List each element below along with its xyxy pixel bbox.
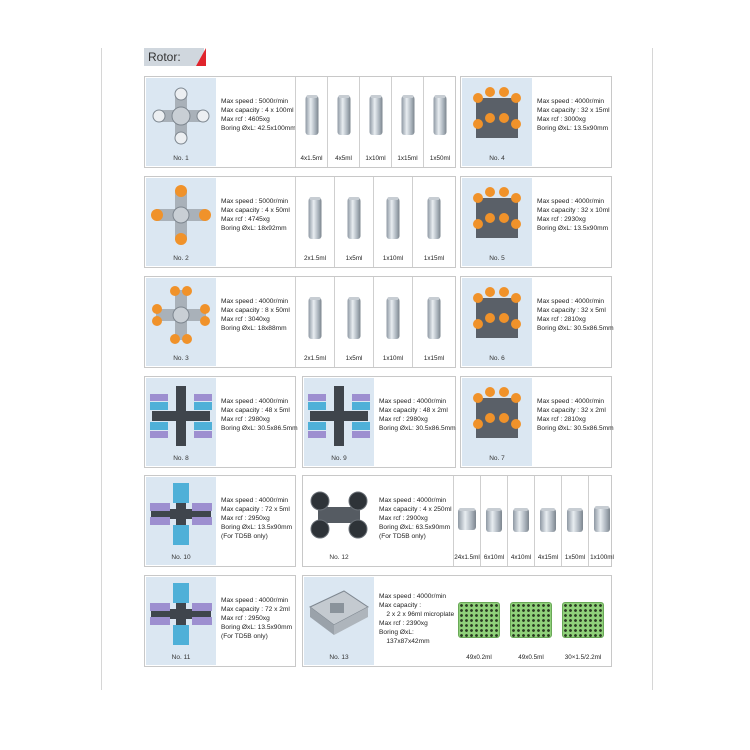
rotor-specs [379, 496, 452, 541]
adapter-cell [423, 77, 456, 167]
adapter-cell [373, 277, 412, 367]
spec-line: Max speed : 4000r/min [379, 497, 447, 504]
rotor-image-no3 [146, 278, 216, 366]
adapter-cell [412, 177, 455, 267]
tube-icon [428, 297, 441, 339]
tube-icon [348, 297, 361, 339]
adapter-list [453, 576, 609, 666]
spec-line: Boring ØxL: 30.5x86.5mm [221, 425, 298, 432]
tube-icon [337, 95, 350, 135]
adapter-cell [412, 277, 455, 367]
adapter-label: 2x1.5ml [303, 355, 327, 362]
tube-icon [348, 197, 361, 239]
spec-line: Boring ØxL: 63.5x90mm [379, 524, 451, 531]
adapter-insert-icon [594, 506, 610, 532]
tube-icon [387, 197, 400, 239]
spec-line: Max rcf : 2390xg [379, 620, 428, 627]
adapter-cell [391, 77, 423, 167]
adapter-label: 1x50ml [564, 554, 586, 561]
rotor-number: No. 4 [489, 155, 505, 162]
rotor-card-no9 [302, 376, 456, 468]
angle-rotor-orange-icon [462, 278, 532, 353]
microplate-rotor-icon [304, 577, 374, 652]
rotor-number: No. 8 [173, 455, 189, 462]
rotor-specs [379, 592, 454, 646]
adapter-cell [295, 177, 334, 267]
rotor-specs [221, 97, 296, 133]
rotor-specs [221, 297, 290, 333]
cross-rack-rotor-icon [146, 477, 216, 552]
rotor-number: No. 6 [489, 355, 505, 362]
spec-line: Max capacity : 32 x 2ml [537, 407, 606, 414]
spec-line: Boring ØxL: 13.5x90mm [221, 624, 293, 631]
spec-line: Max rcf : 3000xg [537, 116, 586, 123]
rotor-specs [537, 397, 614, 433]
rotor-card-no3 [144, 276, 456, 368]
adapter-label: 4x1.5ml [300, 155, 323, 162]
adapter-label: 1x100ml [590, 554, 614, 561]
adapter-insert-icon [540, 508, 556, 532]
adapter-list [295, 277, 455, 367]
angle-rotor-orange-icon [462, 178, 532, 253]
adapter-cell [557, 576, 609, 666]
rotor-number: No. 7 [489, 455, 505, 462]
adapter-cell [505, 576, 557, 666]
tube-icon [309, 297, 322, 339]
adapter-label: 1x50ml [429, 155, 451, 162]
adapter-label: 49x0.2ml [466, 654, 492, 661]
spec-line: Max speed : 5000r/min [221, 98, 289, 105]
spec-line: Boring ØxL: 18x92mm [221, 225, 287, 232]
plate-adapter-icon [510, 602, 552, 638]
adapter-cell [480, 476, 507, 566]
spec-line: 137x87x42mm [379, 638, 430, 645]
spec-line: Max rcf : 3040xg [221, 316, 270, 323]
adapter-cell [334, 277, 373, 367]
adapter-label: 1x5ml [345, 255, 363, 262]
spec-line: Max capacity : 32 x 15ml [537, 107, 610, 114]
rotor-card-no2 [144, 176, 456, 268]
rotor-number: No. 12 [329, 554, 349, 561]
adapter-label: 1x10ml [382, 355, 404, 362]
adapter-cell [334, 177, 373, 267]
spec-line: Max speed : 4000r/min [221, 597, 289, 604]
adapter-insert-icon [513, 508, 529, 532]
spec-line: Max rcf : 2810xg [537, 316, 586, 323]
adapter-label: 1x5ml [345, 355, 363, 362]
rotor-image-no9 [304, 378, 374, 466]
adapter-label: 4x10ml [510, 554, 532, 561]
cross-rack-rotor-icon [146, 577, 216, 652]
angle-rotor-orange-icon [462, 378, 532, 453]
adapter-cell [453, 476, 480, 566]
spec-line: Max rcf : 4605xg [221, 116, 270, 123]
rotor-image-no8 [146, 378, 216, 466]
spec-line: Boring ØxL: 30.5x86.5mm [379, 425, 456, 432]
spec-line: Max capacity : 4 x 250ml [379, 506, 452, 513]
plate-adapter-icon [458, 602, 500, 638]
rotor-number: No. 9 [331, 455, 347, 462]
swing-rotor-4-icon [146, 78, 216, 153]
spec-line: Max rcf : 2950xg [221, 515, 270, 522]
adapter-label: 1x15ml [397, 155, 418, 162]
spec-line: Max capacity : 72 x 2ml [221, 606, 290, 613]
rotor-number: No. 1 [173, 155, 189, 162]
spec-line: Max capacity : 72 x 5ml [221, 506, 290, 513]
spec-line: Max capacity : 32 x 10ml [537, 207, 610, 214]
swing-rotor-orange-icon [146, 178, 216, 253]
spec-line: Max capacity : 4 x 50ml [221, 207, 290, 214]
spec-line: Max rcf : 2810xg [537, 416, 586, 423]
rotor-number: No. 2 [173, 255, 189, 262]
spec-line: Max speed : 4000r/min [221, 298, 289, 305]
spec-line: Boring ØxL: 30.5x86.5mm [537, 325, 614, 332]
adapter-cell [295, 277, 334, 367]
spec-line: Max speed : 4000r/min [537, 398, 605, 405]
spec-line: Max capacity : [379, 602, 422, 609]
rotor-image-no7 [462, 378, 532, 466]
spec-line: Max rcf : 2930xg [537, 216, 586, 223]
spec-line: Max rcf : 2950xg [221, 615, 270, 622]
rotor-image-no13 [304, 577, 374, 665]
spec-line: Max speed : 4000r/min [537, 98, 605, 105]
bucket-rotor-icon [304, 477, 374, 552]
spec-line: Boring ØxL: 13.5x90mm [221, 524, 293, 531]
rotor-image-no10 [146, 477, 216, 565]
left-margin-line [101, 48, 102, 690]
spec-line: Max rcf : 4745xg [221, 216, 270, 223]
adapter-label: 30×1.5/2.2ml [564, 654, 602, 661]
adapter-list [295, 177, 455, 267]
spec-line: Boring ØxL: [379, 629, 414, 636]
adapter-label: 1x10ml [365, 155, 386, 162]
rotor-specs [537, 97, 610, 133]
rotor-image-no6 [462, 278, 532, 366]
spec-line: (For TD5B only) [379, 533, 426, 540]
spec-line: Max speed : 5000r/min [221, 198, 289, 205]
adapter-label: 6x10ml [483, 554, 505, 561]
spec-line: Max rcf : 2980xg [379, 416, 428, 423]
adapter-list [295, 77, 456, 167]
adapter-cell [507, 476, 534, 566]
rotor-specs [221, 197, 290, 233]
adapter-cell [327, 77, 359, 167]
rotor-number: No. 10 [171, 554, 191, 561]
spec-line: Max speed : 4000r/min [537, 298, 605, 305]
adapter-label: 4x5ml [335, 155, 352, 162]
spec-line: Max capacity : 8 x 50ml [221, 307, 290, 314]
rotor-card-no11 [144, 575, 296, 667]
rotor-number: No. 13 [329, 654, 349, 661]
spec-line: Max capacity : 48 x 2ml [379, 407, 448, 414]
adapter-cell [359, 77, 391, 167]
tube-icon [305, 95, 318, 135]
adapter-insert-icon [458, 508, 476, 530]
tube-icon [434, 95, 447, 135]
tube-icon [309, 197, 322, 239]
spec-line: Max capacity : 48 x 5ml [221, 407, 290, 414]
adapter-cell [373, 177, 412, 267]
rotor-number: No. 5 [489, 255, 505, 262]
spec-line: Max rcf : 2900xg [379, 515, 428, 522]
rotor-number: No. 3 [173, 355, 189, 362]
rotor-image-no12 [304, 477, 374, 565]
rotor-specs [537, 197, 610, 233]
rotor-image-no4 [462, 78, 532, 166]
spec-line: Boring ØxL: 42.5x100mm [221, 125, 296, 132]
rotor-image-no11 [146, 577, 216, 665]
adapter-cell [588, 476, 615, 566]
rotor-specs [221, 596, 292, 641]
spec-line: Max speed : 4000r/min [379, 593, 447, 600]
spec-line: (For TD5B only) [221, 633, 268, 640]
rotor-card-no8 [144, 376, 296, 468]
rotor-image-no5 [462, 178, 532, 266]
rotor-card-no6 [460, 276, 612, 368]
rotor-image-no1 [146, 78, 216, 166]
rotor-card-no5 [460, 176, 612, 268]
spec-line: Boring ØxL: 13.5x90mm [537, 125, 609, 132]
right-margin-line [652, 48, 653, 690]
spec-line: Max capacity : 32 x 5ml [537, 307, 606, 314]
rotor-specs [537, 297, 614, 333]
rotor-card-no13 [302, 575, 612, 667]
rotor-image-no2 [146, 178, 216, 266]
rotor-card-no4 [460, 76, 612, 168]
section-title: Rotor: [148, 50, 181, 64]
adapter-label: 2x1.5ml [303, 255, 327, 262]
adapter-label: 1x10ml [382, 255, 404, 262]
adapter-label: 4x15ml [537, 554, 559, 561]
tube-icon [369, 95, 382, 135]
header-red-accent [196, 48, 206, 66]
rotor-specs [221, 496, 292, 541]
spec-line: Max speed : 4000r/min [221, 398, 289, 405]
rotor-card-no1 [144, 76, 456, 168]
rotor-specs [221, 397, 298, 433]
adapter-cell [295, 77, 327, 167]
adapter-insert-icon [567, 508, 583, 532]
rotor-number: No. 11 [171, 654, 191, 661]
adapter-list [453, 476, 615, 566]
plate-adapter-icon [562, 602, 604, 638]
spec-line: Boring ØxL: 13.5x90mm [537, 225, 609, 232]
rotor-card-no10 [144, 475, 296, 567]
spec-line: Boring ØxL: 18x88mm [221, 325, 287, 332]
adapter-label: 49x0.5ml [518, 654, 544, 661]
swing-rotor-8-orange-icon [146, 278, 216, 353]
rotor-specs [379, 397, 456, 433]
adapter-cell [561, 476, 588, 566]
adapter-cell [453, 576, 505, 666]
spec-line: (For TD5B only) [221, 533, 268, 540]
adapter-insert-icon [486, 508, 502, 532]
tube-icon [428, 197, 441, 239]
adapter-label: 1x15ml [423, 355, 445, 362]
adapter-cell [534, 476, 561, 566]
rotor-card-no7 [460, 376, 612, 468]
rotor-card-no12 [302, 475, 612, 567]
section-header [144, 48, 204, 66]
adapter-label: 1x15ml [423, 255, 445, 262]
tube-icon [387, 297, 400, 339]
spec-line: Max capacity : 4 x 100ml [221, 107, 294, 114]
rack-rotor-blue-icon [304, 378, 374, 453]
spec-line: Max speed : 4000r/min [537, 198, 605, 205]
spec-line: Boring ØxL: 30.5x86.5mm [537, 425, 614, 432]
spec-line: Max speed : 4000r/min [379, 398, 447, 405]
spec-line: Max rcf : 2980xg [221, 416, 270, 423]
adapter-label: 24x1.5ml [454, 554, 480, 561]
angle-rotor-orange-icon [462, 78, 532, 153]
spec-line: Max speed : 4000r/min [221, 497, 289, 504]
tube-icon [401, 95, 414, 135]
rack-rotor-blue-icon [146, 378, 216, 453]
spec-line: 2 x 2 x 96ml microplate [379, 611, 455, 618]
